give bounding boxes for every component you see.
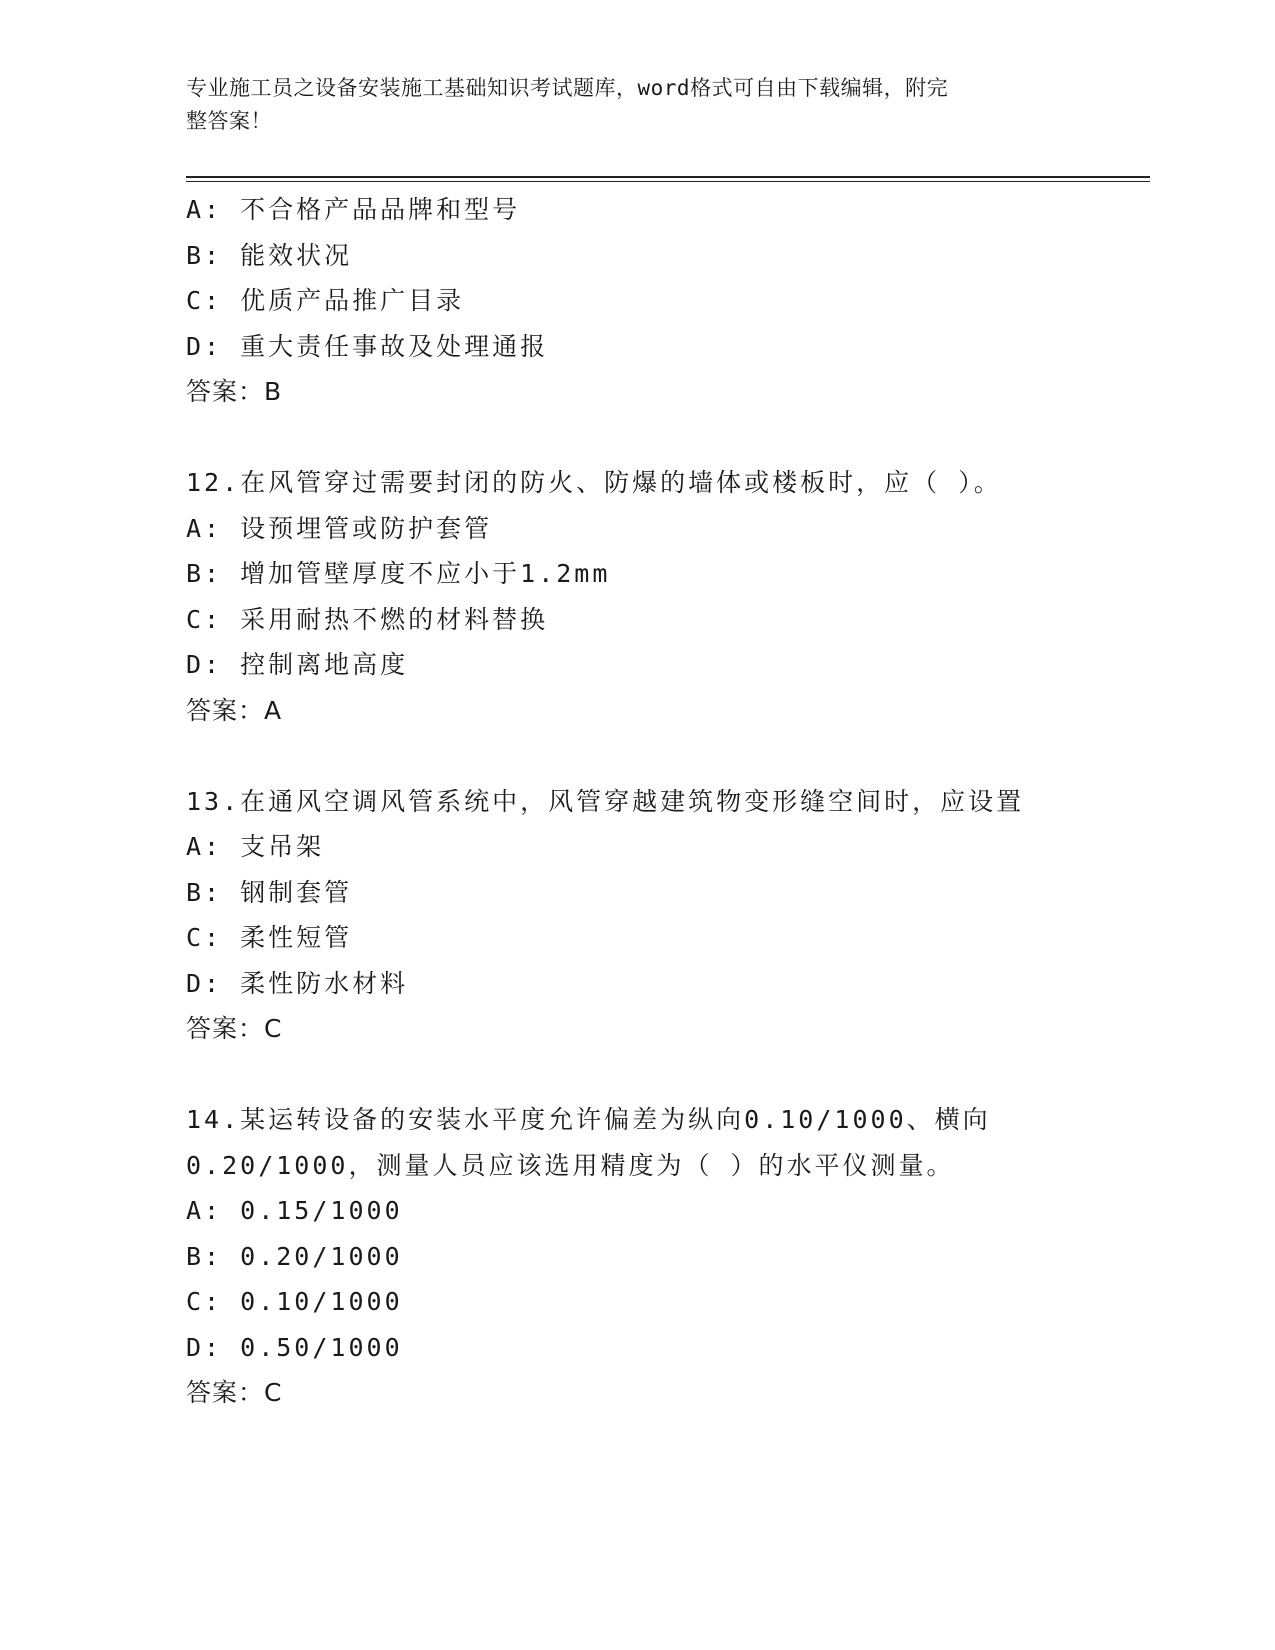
answer: 答案：A (186, 695, 283, 725)
answer: 答案：C (186, 1014, 283, 1043)
spacer (186, 415, 1150, 461)
spacer (186, 733, 1150, 779)
option-a: A: 支吊架 (186, 832, 325, 861)
question-stem: 13.在通风空调风管系统中，风管穿越建筑物变形缝空间时，应设置 (186, 786, 1025, 816)
header-rule-thin (186, 181, 1150, 182)
header-line-1: 专业施工员之设备安装施工基础知识考试题库，word格式可自由下载编辑，附完 (186, 76, 949, 100)
document-header (186, 72, 1066, 138)
option-b: B: 0.20/1000 (186, 1241, 403, 1271)
option-d: D: 重大责任事故及处理通报 (186, 331, 549, 361)
option-b: B: 钢制套管 (186, 877, 353, 907)
option-b: B: 能效状况 (186, 240, 353, 270)
option-d: D: 0.50/1000 (186, 1332, 403, 1362)
spacer (186, 1052, 1150, 1098)
answer: 答案：B (186, 377, 283, 406)
question-12 (186, 460, 1150, 733)
question-14 (186, 1097, 1150, 1416)
option-d: D: 柔性防水材料 (186, 968, 409, 998)
option-c: C: 优质产品推广目录 (186, 286, 465, 315)
question-11 (186, 187, 1150, 415)
question-stem-line-2: 0.20/1000，测量人员应该选用精度为（ ）的水平仪测量。 (186, 1150, 955, 1180)
answer: 答案：C (186, 1378, 283, 1407)
option-c: C: 采用耐热不燃的材料替换 (186, 604, 549, 634)
question-13 (186, 779, 1150, 1052)
question-list (186, 187, 1150, 1416)
option-c: C: 柔性短管 (186, 923, 353, 952)
option-a: A: 设预埋管或防护套管 (186, 513, 493, 543)
header-rule-thick (186, 176, 1150, 178)
option-c: C: 0.10/1000 (186, 1287, 403, 1316)
question-stem-line-1: 14.某运转设备的安装水平度允许偏差为纵向0.10/1000、横向 (186, 1105, 991, 1134)
option-a: A: 不合格产品品牌和型号 (186, 195, 521, 224)
question-stem: 12.在风管穿过需要封闭的防火、防爆的墙体或楼板时，应（ ）。 (186, 468, 1002, 497)
option-d: D: 控制离地高度 (186, 650, 409, 679)
option-b: B: 增加管壁厚度不应小于1.2mm (186, 559, 611, 588)
option-a: A: 0.15/1000 (186, 1196, 403, 1225)
header-line-2: 整答案！ (186, 109, 272, 133)
